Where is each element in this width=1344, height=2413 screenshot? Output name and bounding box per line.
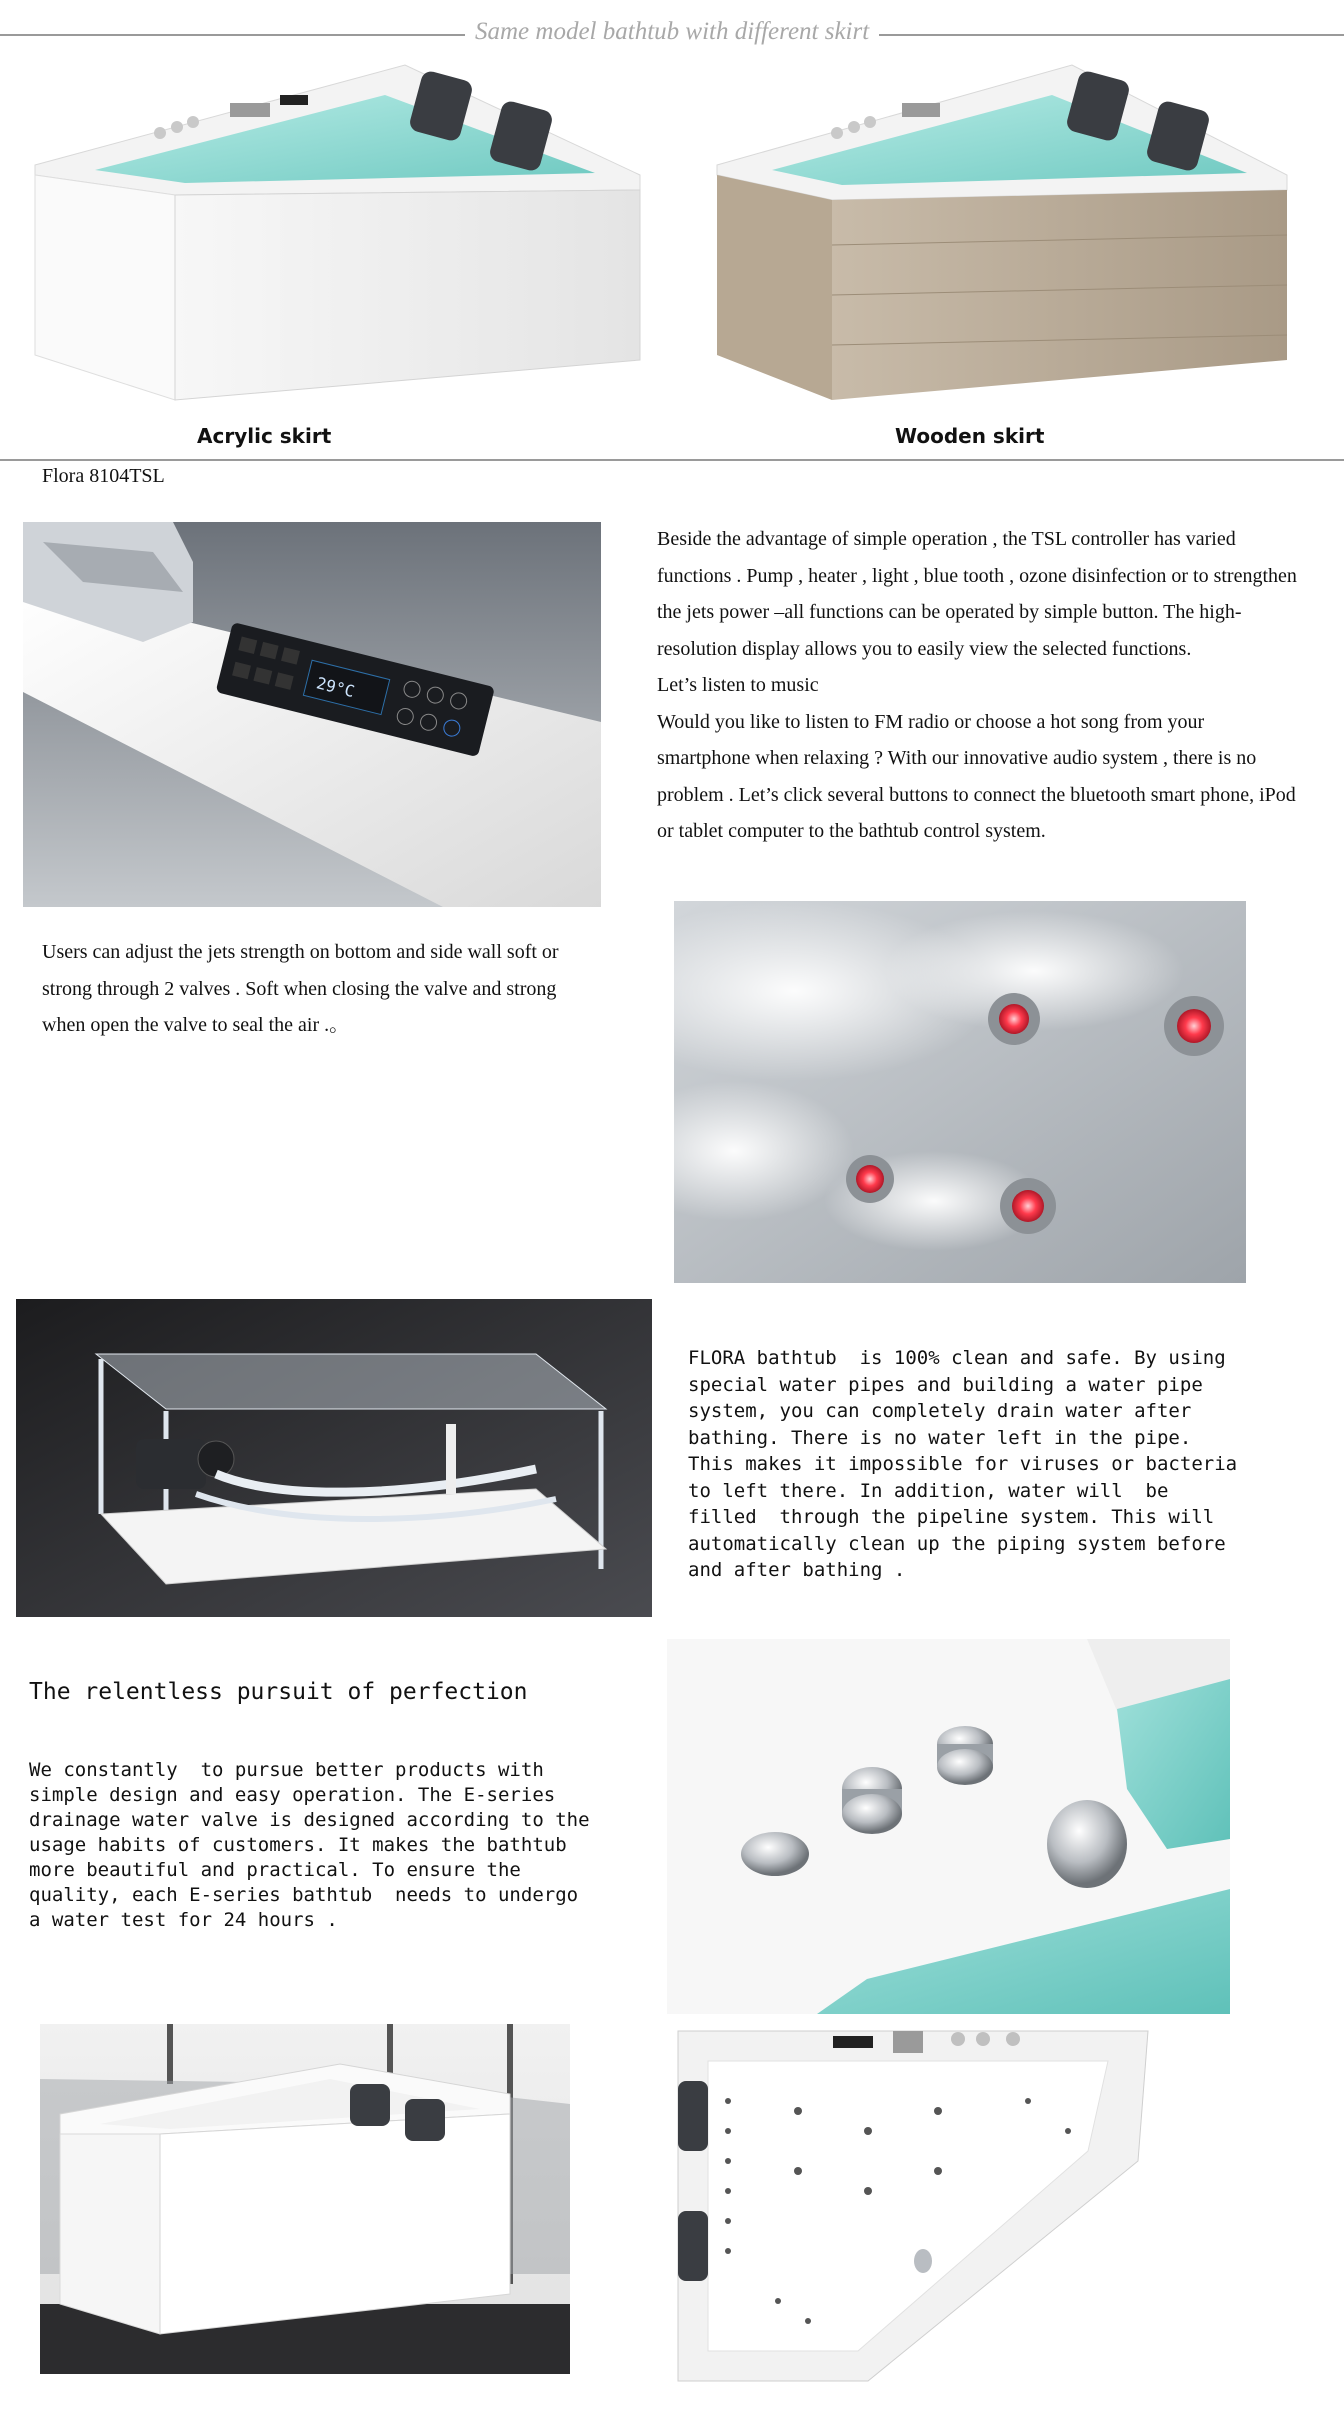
controller-description: [657, 521, 1297, 850]
wooden-skirt-bathtub-image: [712, 55, 1292, 415]
controller-panel-image: [23, 522, 601, 907]
jets-description: [42, 934, 602, 1044]
wooden-skirt-caption: Wooden skirt: [895, 424, 1045, 448]
drain-valve-image: [667, 1639, 1230, 2014]
hygiene-paragraph: FLORA bathtub is 100% clean and safe. By using special water pipes and building a water pipe system, you can completely drain water after bathing. There is no water left in the pipe. This makes it impossible for viruses or bacteria to left there. In addition, water will be filled through the pipeline system. This will automatically clean up the piping system before and after bathing .: [688, 1347, 1249, 1581]
perfection-heading: The relentless pursuit of perfection: [29, 1679, 528, 1705]
music-paragraph: Would you like to listen to FM radio or choose a hot song from your smartphone when relaxing ? With our innovative audio system , there is no problem . Let’s click several buttons to connect the bluetooth smart phone, iPod or tablet computer to the bathtub control system.: [657, 710, 1296, 842]
music-heading: Let’s listen to music: [657, 674, 819, 696]
corner-bathtub-room-image: [40, 2024, 570, 2374]
bathtub-top-view-image: [668, 2021, 1158, 2391]
acrylic-skirt-bathtub-image: [25, 55, 645, 415]
page-title: Same model bathtub with different skirt: [465, 18, 879, 46]
pipe-system-image: [16, 1299, 652, 1617]
water-jets-image: [674, 901, 1246, 1283]
acrylic-skirt-caption: Acrylic skirt: [197, 424, 332, 448]
controller-paragraph: Beside the advantage of simple operation , the TSL controller has varied functions . Pump , heater , light , blue tooth , ozone disinfection or to strengthen the jets power –all functions can be operated by simple button. The high-resolution display allows you to easily view the selected functions.: [657, 528, 1297, 660]
perfection-paragraph: We constantly to pursue better products with simple design and easy operation. The E-series drainage water valve is designed according to the usage habits of customers. It makes the bathtub more beautiful and practical. To ensure the quality, each E-series bathtub needs to undergo a water test for 24 hours .: [29, 1759, 601, 1931]
model-name: Flora 8104TSL: [42, 465, 165, 487]
display-reading: 29°C: [314, 673, 357, 702]
section-divider: [0, 459, 1344, 461]
perfection-description: [29, 1708, 599, 1958]
jets-paragraph: Users can adjust the jets strength on bottom and side wall soft or strong through 2 valves . Soft when closing the valve and strong when open the valve to seal the air .。: [42, 941, 559, 1036]
